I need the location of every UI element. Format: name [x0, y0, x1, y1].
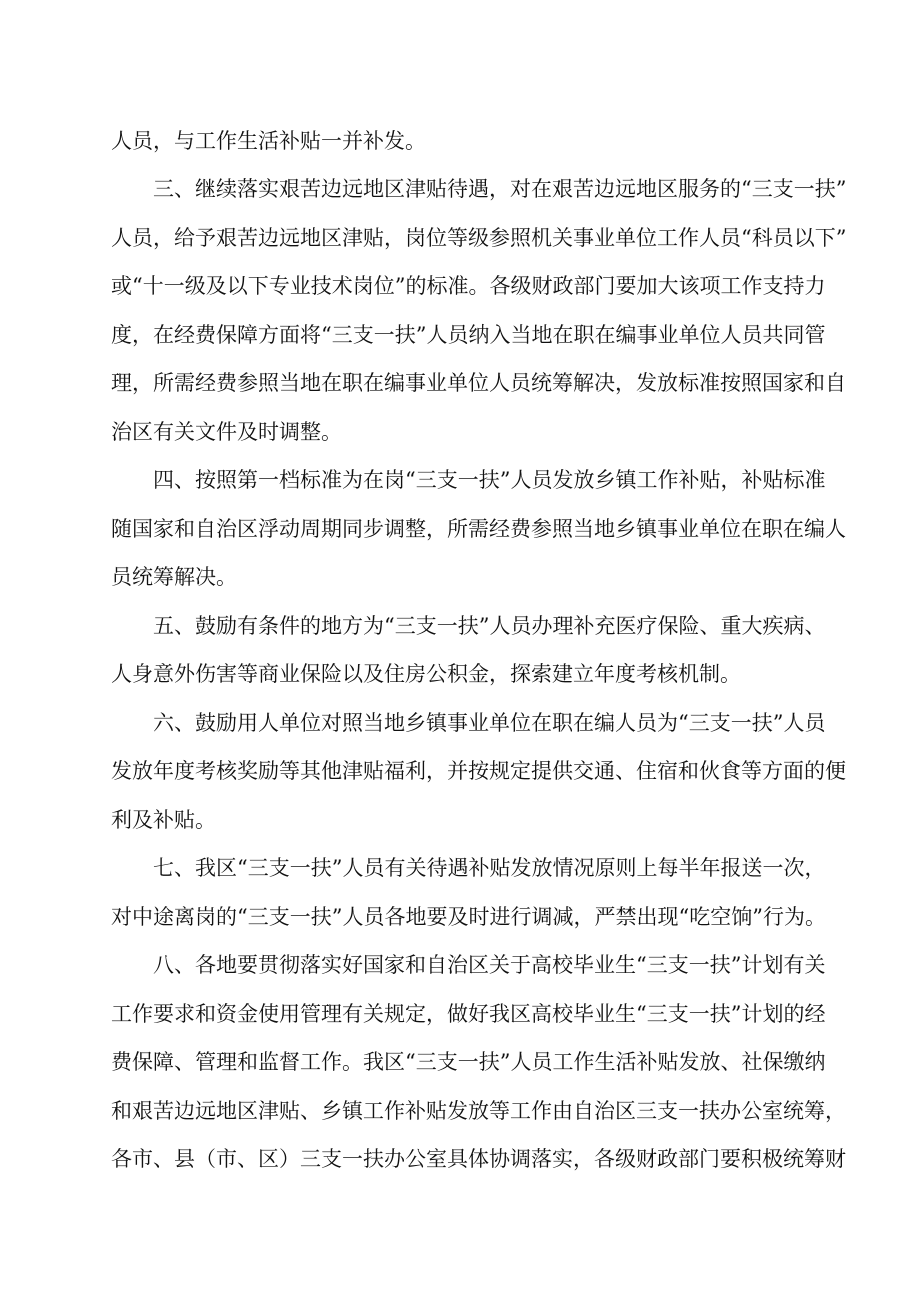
text-line: 治区有关文件及时调整。 — [111, 420, 342, 444]
paragraph-4-line-1: 四、按照第一档标准为在岗“三支一扶”人员发放乡镇工作补贴，补贴标准 — [153, 468, 826, 492]
text-line: 和艰苦边远地区津贴、乡镇工作补贴发放等工作由自治区三支一扶办公室统筹， — [111, 1099, 846, 1123]
text-line: 理，所需经费参照当地在职在编事业单位人员统筹解决，发放标准按照国家和自 — [111, 371, 846, 395]
paragraph-8-line-1: 八、各地要贯彻落实好国家和自治区关于高校毕业生“三支一扶”计划有关 — [153, 953, 826, 977]
paragraph-5-line-1: 五、鼓励有条件的地方为“三支一扶”人员办理补充医疗保险、重大疾病、 — [153, 614, 826, 638]
text-line: 度，在经费保障方面将“三支一扶”人员纳入当地在职在编事业单位人员共同管 — [111, 323, 826, 347]
paragraph-7-line-1: 七、我区“三支一扶”人员有关待遇补贴发放情况原则上每半年报送一次， — [153, 856, 826, 880]
text-line: 人身意外伤害等商业保险以及住房公积金，探索建立年度考核机制。 — [111, 662, 741, 686]
text-line: 发放年度考核奖励等其他津贴福利，并按规定提供交通、住宿和伙食等方面的便 — [111, 759, 846, 783]
text-line: 费保障、管理和监督工作。我区“三支一扶”人员工作生活补贴发放、社保缴纳 — [111, 1050, 826, 1074]
paragraph-3-line-1: 三、继续落实艰苦边远地区津贴待遇，对在艰苦边远地区服务的“三支一扶” — [153, 177, 847, 201]
text-line: 或“十一级及以下专业技术岗位”的标准。各级财政部门要加大该项工作支持力 — [111, 274, 826, 298]
text-line: 人员，给予艰苦边远地区津贴，岗位等级参照机关事业单位工作人员“科员以下” — [111, 226, 847, 250]
text-line: 各市、县（市、区）三支一扶办公室具体协调落实，各级财政部门要积极统筹财 — [111, 1147, 846, 1171]
text-line: 对中途离岗的“三支一扶”人员各地要及时进行调减，严禁出现“吃空饷”行为。 — [111, 905, 826, 929]
text-line: 利及补贴。 — [111, 808, 216, 832]
text-line: 人员，与工作生活补贴一并补发。 — [111, 129, 426, 153]
text-line: 员统筹解决。 — [111, 565, 237, 589]
text-line: 工作要求和资金使用管理有关规定，做好我区高校毕业生“三支一扶”计划的经 — [111, 1002, 826, 1026]
text-line: 随国家和自治区浮动周期同步调整，所需经费参照当地乡镇事业单位在职在编人 — [111, 517, 846, 541]
paragraph-6-line-1: 六、鼓励用人单位对照当地乡镇事业单位在职在编人员为“三支一扶”人员 — [153, 711, 826, 735]
